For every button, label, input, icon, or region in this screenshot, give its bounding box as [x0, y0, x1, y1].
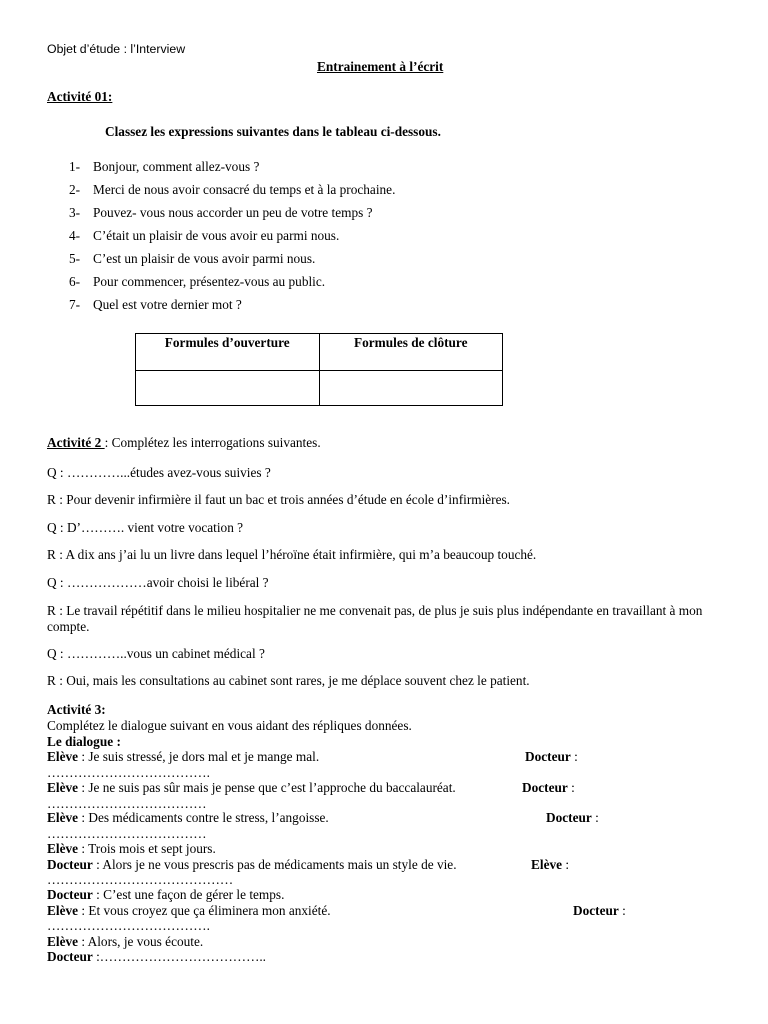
- answer-blank[interactable]: ………………………………: [47, 826, 207, 841]
- activity3-heading: Activité 3:: [47, 702, 106, 717]
- document-title: Entrainement à l’écrit: [317, 59, 444, 74]
- dialogue-line: Elève : Trois mois et sept jours.: [47, 841, 216, 856]
- document-subject: Objet d’étude : l’Interview: [47, 42, 186, 56]
- activity3-instruction: Complétez le dialogue suivant en vous aidant des répliques données.: [47, 718, 412, 733]
- answer-line: R : Le travail répétitif dans le milieu hospitalier ne me convenait pas, de plus je suis plus indépendante en travaillant à mon compte.: [47, 603, 703, 634]
- dialogue-line: Elève : Je ne suis pas sûr mais je pense que c’est l’approche du baccalauréat.: [47, 780, 456, 795]
- list-item: 7- Quel est votre dernier mot ?: [69, 297, 242, 312]
- activity2-heading: Activité 2: [47, 435, 105, 450]
- answer-blank[interactable]: ………………………………: [47, 796, 207, 811]
- answer-line: R : Oui, mais les consultations au cabinet sont rares, je me déplace souvent chez le patient.: [47, 673, 530, 688]
- dialogue-line: Docteur : Alors je ne vous prescris pas de médicaments mais un style de vie.: [47, 857, 457, 872]
- reply-speaker: Docteur :: [573, 903, 626, 918]
- column-header-closing: Formules de clôture: [319, 334, 503, 371]
- list-item: 6- Pour commencer, présentez-vous au public.: [69, 274, 326, 289]
- answer-line: R : Pour devenir infirmière il faut un bac et trois années d’étude en école d’infirmières.: [47, 492, 511, 507]
- dialogue-line: Docteur : C’est une façon de gérer le temps.: [47, 887, 285, 902]
- activity1-heading: Activité 01:: [47, 89, 113, 104]
- cell-opening-answers[interactable]: [136, 371, 320, 406]
- list-item: 3- Pouvez- vous nous accorder un peu de votre temps ?: [69, 205, 373, 220]
- question-line: Q : …………..vous un cabinet médical ?: [47, 646, 265, 661]
- list-item: 2- Merci de nous avoir consacré du temps et à la prochaine.: [69, 182, 396, 197]
- question-line: Q : …………...études avez-vous suivies ?: [47, 465, 271, 480]
- dialogue-label: Le dialogue :: [47, 734, 121, 749]
- dialogue-line: Elève : Des médicaments contre le stress, l’angoisse.: [47, 810, 329, 825]
- dialogue-line: Elève : Je suis stressé, je dors mal et je mange mal.: [47, 749, 320, 764]
- answer-blank[interactable]: ……………………………………: [47, 872, 234, 887]
- column-header-opening: Formules d’ouverture: [136, 334, 320, 371]
- answer-blank[interactable]: ……………………………….: [47, 918, 210, 933]
- reply-speaker: Elève :: [531, 857, 570, 872]
- reply-speaker: Docteur :: [522, 780, 575, 795]
- list-item: 1- Bonjour, comment allez-vous ?: [69, 159, 260, 174]
- list-item: 4- C’était un plaisir de vous avoir eu parmi nous.: [69, 228, 340, 243]
- list-item: 5- C’est un plaisir de vous avoir parmi nous.: [69, 251, 316, 266]
- activity1-instruction: Classez les expressions suivantes dans le tableau ci-dessous.: [105, 124, 441, 139]
- dialogue-line: Elève : Et vous croyez que ça éliminera mon anxiété.: [47, 903, 331, 918]
- cell-closing-answers[interactable]: [319, 371, 503, 406]
- reply-speaker: Docteur :: [525, 749, 578, 764]
- question-line: Q : D’………. vient votre vocation ?: [47, 520, 244, 535]
- dialogue-line: Elève : Alors, je vous écoute.: [47, 934, 204, 949]
- answer-line: R : A dix ans j’ai lu un livre dans lequel l’héroïne était infirmière, qui m’a beaucoup touché.: [47, 547, 537, 562]
- dialogue-line[interactable]: Docteur :………………………………..: [47, 949, 267, 964]
- question-line: Q : ………………avoir choisi le libéral ?: [47, 575, 269, 590]
- reply-speaker: Docteur :: [546, 810, 599, 825]
- answer-blank[interactable]: ……………………………….: [47, 765, 210, 780]
- classification-table: [135, 333, 503, 406]
- activity2-heading-line: [47, 435, 321, 451]
- activity2-instruction: : Complétez les interrogations suivantes.: [104, 435, 321, 450]
